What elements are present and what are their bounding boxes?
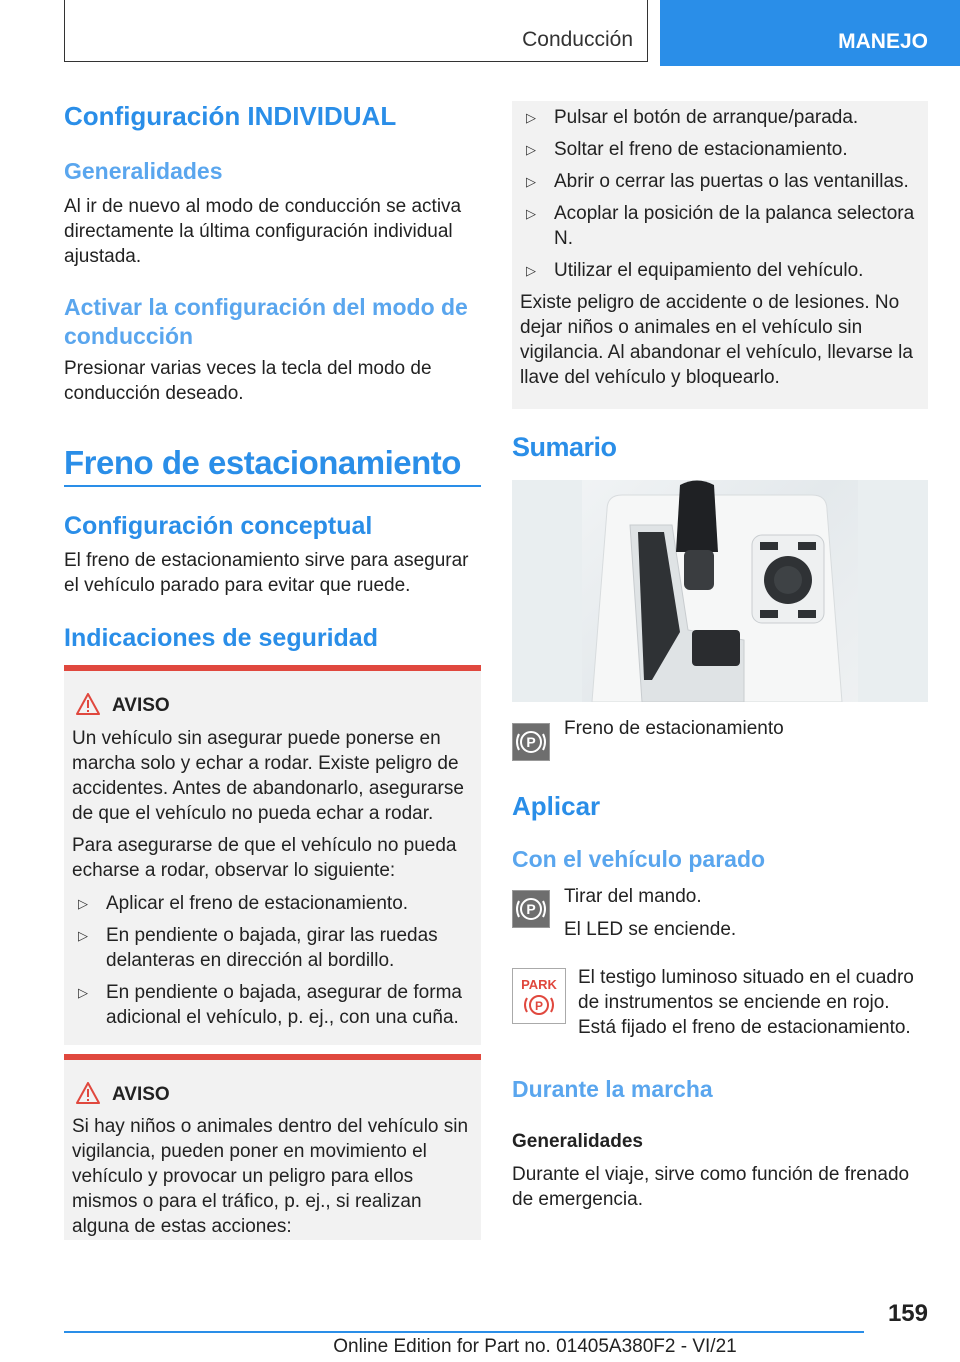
list-item-text: Aplicar el freno de estacionamiento. (106, 893, 409, 914)
warning-label: AVISO (112, 695, 170, 716)
heading-freno-estacionamiento: Freno de estacionamiento (64, 444, 461, 481)
chapter-title: MANEJO (838, 30, 928, 53)
triangle-bullet-icon: ▷ (78, 928, 88, 943)
heading-seguridad: Indicaciones de seguridad (64, 624, 378, 652)
heading-generalidades: Generalidades (64, 158, 223, 184)
warning-bar (64, 1054, 481, 1060)
heading-conceptual: Configuración conceptual (64, 512, 373, 540)
subheading-generalidades: Generalidades (512, 1131, 643, 1152)
heading-config-individual: Configuración INDIVIDUAL (64, 101, 397, 131)
heading-marcha: Durante la marcha (512, 1076, 713, 1102)
triangle-bullet-icon: ▷ (526, 142, 536, 157)
paragraph-testigo: El testigo luminoso situado en el cuadro de instrumentos se enciende en rojo. Está fijado el freno de estacionamiento. (578, 967, 914, 1038)
triangle-bullet-icon: ▷ (526, 110, 536, 125)
paragraph-conceptual: El freno de estacionamiento sirve para asegurar el vehículo parado para evitar que ruede. (64, 550, 469, 596)
footer-rule (64, 1331, 864, 1333)
paragraph-generalidades: Al ir de nuevo al modo de conducción se activa directamente la última configuración individual ajustada. (64, 196, 462, 267)
page-number: 159 (887, 1300, 928, 1327)
header-section-box (64, 0, 648, 62)
paragraph-activar: Presionar varias veces la tecla del modo de conducción deseado. (64, 358, 432, 404)
triangle-bullet-icon: ▷ (78, 985, 88, 1000)
warning-box-1 (64, 665, 481, 1045)
triangle-bullet-icon: ▷ (526, 263, 536, 278)
triangle-bullet-icon: ▷ (526, 174, 536, 189)
svg-text:P: P (526, 734, 536, 750)
heading-activar: Activar la configuración del modo de conducción (64, 294, 468, 349)
triangle-bullet-icon: ▷ (526, 206, 536, 221)
parking-brake-symbol-icon (512, 723, 550, 761)
warning-icon (76, 693, 100, 715)
warning-box-2 (64, 1054, 481, 1240)
paragraph-tirar: Tirar del mando. (564, 886, 702, 907)
list-item-text: Acoplar la posición de la palanca selectora N. (554, 203, 915, 249)
svg-text:P: P (534, 999, 544, 1013)
list-item-text: Pulsar el botón de arranque/parada. (554, 107, 859, 128)
park-warning-light-icon (512, 968, 566, 1024)
parking-brake-symbol-icon (512, 890, 550, 928)
heading-sumario: Sumario (512, 432, 617, 462)
warning-paragraph: Existe peligro de accidente o de lesiones. No dejar niños o animales en el vehículo sin vigilancia. Al abandonar el vehículo, llevarse la llave del vehículo y bloquearlo. (520, 292, 913, 388)
section-title: Conducción (522, 28, 633, 51)
svg-text:PARK: PARK (521, 977, 557, 992)
list-item-text: En pendiente o bajada, asegurar de forma adicional el vehículo, p. ej., con una cuña. (106, 982, 462, 1028)
caption-freno: Freno de estacionamiento (564, 718, 784, 739)
warning-paragraph: Un vehículo sin asegurar puede ponerse en marcha solo y echar a rodar. Existe peligro de accidentes. Antes de abandonarlo, asegurarse de que el vehículo no pueda echar a rodar. (72, 728, 464, 824)
list-item-text: Abrir o cerrar las puertas o las ventanillas. (554, 171, 909, 192)
warning-paragraph: Para asegurarse de que el vehículo no pueda echarse a rodar, observar lo siguiente: (72, 835, 457, 881)
warning-bar (64, 665, 481, 671)
warning-paragraph: Si hay niños o animales dentro del vehículo sin vigilancia, pueden poner en movimiento el vehículo y provocar un peligro para ellos mismos o para el tráfico, p. ej., si realizan alguna de estas acciones: (72, 1116, 469, 1237)
svg-text:P: P (526, 901, 536, 917)
warning-label: AVISO (112, 1084, 170, 1105)
footer-edition: Online Edition for Part no. 01405A380F2 - VI/21 (333, 1336, 737, 1357)
chapter-tab (660, 0, 960, 66)
heading-underline (64, 485, 481, 487)
list-item-text: Soltar el freno de estacionamiento. (554, 139, 848, 160)
heading-aplicar: Aplicar (512, 791, 601, 821)
center-console-illustration (512, 480, 928, 702)
warning-icon (76, 1082, 100, 1104)
paragraph-marcha: Durante el viaje, sirve como función de frenado de emergencia. (512, 1164, 910, 1210)
heading-parado: Con el vehículo parado (512, 846, 766, 872)
paragraph-led: El LED se enciende. (564, 919, 737, 940)
center-console-photo (512, 480, 928, 702)
list-item-text: Utilizar el equipamiento del vehículo. (554, 260, 864, 281)
warning-continuation-box (512, 101, 928, 409)
list-item-text: En pendiente o bajada, girar las ruedas delanteras en dirección al bordillo. (106, 925, 438, 971)
triangle-bullet-icon: ▷ (78, 896, 88, 911)
